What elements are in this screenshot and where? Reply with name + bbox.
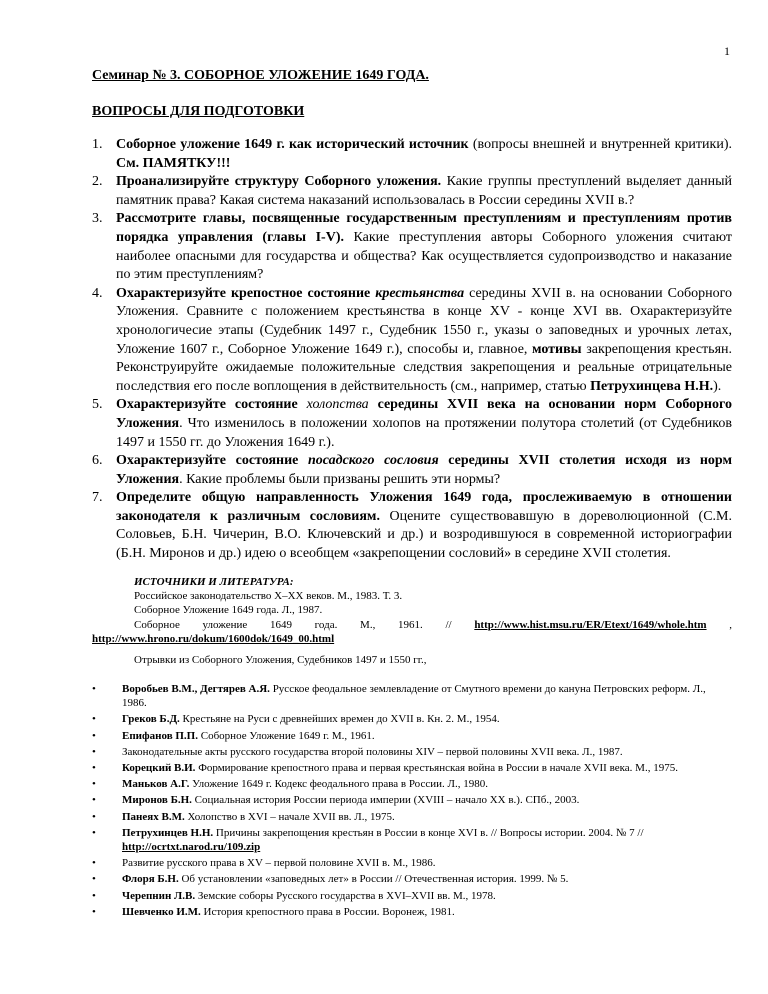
source-entry bbox=[92, 632, 732, 646]
question-emphasis: мотивы bbox=[532, 341, 582, 357]
bullet-icon: • bbox=[92, 826, 96, 839]
literature-text: Формирование крепостного права и первая крестьянская война в России в начале XVII века. М., 1975. bbox=[195, 762, 678, 775]
question-emphasis: Рассмотрите главы, посвященные государственным преступлениям и преступлениям против порядка управления (главы I-V). bbox=[116, 211, 732, 245]
question-emphasis: середины XVII века на основании норм Соборного Уложения bbox=[116, 397, 733, 431]
bullet-icon: • bbox=[92, 778, 96, 791]
literature-item bbox=[92, 793, 732, 807]
question-emphasis: Проанализируйте структуру Соборного уложения. bbox=[116, 174, 442, 190]
literature-author: Греков Б.Д. bbox=[122, 713, 180, 726]
question-emphasis: Определите общую направленность Уложения 1649 года, прослеживаемую в отношении законодателя к различным сословиям. bbox=[116, 490, 732, 524]
bullet-icon: • bbox=[92, 713, 96, 726]
literature-text: Русское феодальное землевладение от Смутного времени до кануна Петровских реформ. Л., 1986. bbox=[122, 683, 706, 710]
literature-author: Черепнин Л.В. bbox=[122, 889, 196, 902]
bullet-icon: • bbox=[92, 683, 96, 695]
bullet-icon: • bbox=[92, 762, 96, 775]
question-text: . Какие проблемы были призваны решить эти нормы? bbox=[179, 471, 501, 487]
bullet-icon: • bbox=[92, 794, 96, 807]
questions-heading: ВОПРОСЫ ДЛЯ ПОДГОТОВКИ bbox=[92, 104, 305, 119]
source-entry: Соборное Уложение 1649 года. Л., 1987. bbox=[134, 604, 323, 617]
bullet-icon: • bbox=[92, 857, 96, 870]
literature-item bbox=[92, 856, 732, 870]
question-text: ). bbox=[713, 378, 722, 394]
literature-item bbox=[92, 889, 732, 903]
question-emphasis-italic: холопства bbox=[306, 397, 369, 413]
question-emphasis: Соборное уложение 1649 г. как исторический источник bbox=[116, 137, 469, 152]
literature-text: Соборное Уложение 1649 г. М., 1961. bbox=[198, 729, 375, 742]
literature-item bbox=[92, 761, 732, 775]
literature-link[interactable]: http://ocrtxt.narod.ru/109.zip bbox=[122, 841, 261, 854]
literature-item bbox=[92, 872, 732, 886]
question-list bbox=[92, 136, 732, 564]
bullet-icon: • bbox=[92, 905, 96, 918]
seminar-title: Семинар № 3. СОБОРНОЕ УЛОЖЕНИЕ 1649 ГОДА. bbox=[92, 68, 429, 83]
sources-heading: ИСТОЧНИКИ И ЛИТЕРАТУРА: bbox=[134, 576, 294, 588]
question-number: 2. bbox=[92, 174, 103, 190]
literature-text: Уложение 1649 г. Кодекс феодального права в России. Л., 1980. bbox=[189, 778, 488, 791]
question-emphasis: Охарактеризуйте крепостное состояние bbox=[116, 285, 376, 301]
question-number: 6. bbox=[92, 453, 103, 469]
question-text: Какие преступления авторы Соборного уложения считают наиболее опасными для государства и общества? Как осуществляется судопроизводство и наказание по этим преступлениям? bbox=[116, 229, 732, 283]
literature-author: Корецкий В.И. bbox=[122, 762, 196, 775]
question-emphasis-italic: посадского сословия bbox=[308, 453, 439, 469]
page-number: 1 bbox=[724, 44, 730, 58]
literature-author: Панеях В.М. bbox=[122, 810, 185, 823]
question-item bbox=[92, 489, 732, 563]
author-reference: Петрухинцева Н.Н. bbox=[590, 378, 714, 394]
literature-list bbox=[92, 682, 732, 921]
question-item bbox=[92, 396, 732, 452]
question-emphasis: Охарактеризуйте состояние bbox=[116, 453, 308, 469]
bullet-icon: • bbox=[92, 810, 96, 823]
literature-author: Флоря Б.Н. bbox=[122, 873, 179, 886]
literature-item bbox=[92, 905, 732, 919]
question-number: 4. bbox=[92, 285, 103, 301]
question-emphasis-italic: крестьянства bbox=[375, 285, 465, 301]
literature-text: Социальная история России периода империи (XVIII – начало XX в.). СПб., 2003. bbox=[191, 794, 580, 807]
question-emphasis: середины XVII столетия исходя из норм Уложения bbox=[116, 453, 733, 487]
source-link[interactable]: http://www.hrono.ru/dokum/1600dok/1649_00.html bbox=[92, 632, 335, 645]
literature-item bbox=[92, 777, 732, 791]
literature-item bbox=[92, 729, 732, 743]
literature-text: Холопство в XVI – начале XVII вв. Л., 1975. bbox=[184, 810, 395, 823]
memo-reference: См. ПАМЯТКУ!!! bbox=[116, 155, 231, 171]
source-link[interactable]: http://www.hist.msu.ru/ER/Etext/1649/whole.htm bbox=[474, 618, 707, 631]
bullet-icon: • bbox=[92, 729, 96, 742]
bullet-icon: • bbox=[92, 745, 96, 758]
literature-author: Маньков А.Г. bbox=[122, 778, 190, 791]
literature-text: Крестьяне на Руси с древнейших времен до XVII в. Кн. 2. М., 1954. bbox=[179, 713, 500, 726]
source-text: Соборное уложение 1649 года. М., 1961. // bbox=[134, 618, 452, 631]
literature-text: Земские соборы Русского государства в XVI–XVII вв. М., 1978. bbox=[195, 889, 496, 902]
bullet-icon: • bbox=[92, 889, 96, 902]
literature-text: Об установлении «заповедных лет» в России // Отечественная история. 1999. № 5. bbox=[178, 873, 569, 886]
literature-item bbox=[92, 712, 732, 726]
bullet-icon: • bbox=[92, 873, 96, 886]
question-number: 7. bbox=[92, 490, 103, 506]
literature-text: Причины закрепощения крестьян в России в конце XVI в. // Вопросы истории. 2004. № 7 // bbox=[213, 826, 644, 839]
literature-author: Епифанов П.П. bbox=[122, 729, 198, 742]
question-item bbox=[92, 210, 732, 284]
source-entry: Российское законодательство X–XX веков. М., 1983. Т. 3. bbox=[134, 590, 403, 603]
question-text: закрепощения крестьян. Реконструируйте ожидаемые положительные следствия закрепощения и реальные отрицательные последствия его после воплощения в действительность (см., например, статью bbox=[116, 341, 732, 394]
literature-item bbox=[92, 745, 732, 759]
literature-item bbox=[92, 810, 732, 824]
literature-text: История крепостного права в России. Воронеж, 1981. bbox=[200, 905, 455, 918]
source-entry bbox=[134, 618, 732, 632]
question-text: Оцените существовавшую в дореволюционной (С.М. Соловьев, Б.Н. Чичерин, В.О. Ключевский и др.) и возродившуюся в современной историографии (Б.Н. Миронов и др.) идею о всеобщем «закрепощении сословий» в середине XVII столетия. bbox=[116, 508, 732, 562]
literature-item bbox=[92, 826, 732, 854]
literature-author: Петрухинцев Н.Н. bbox=[122, 826, 214, 839]
source-punct: , bbox=[729, 618, 733, 631]
literature-text: Законодательные акты русского государства второй половины XIV – первой половины XVII века. Л., 1987. bbox=[122, 745, 623, 758]
question-number: 5. bbox=[92, 397, 103, 413]
question-text: . Что изменилось в положении холопов на протяжении полутора столетий (от Судебников 1497 и 1550 гг. до Уложения 1649 г.). bbox=[116, 415, 732, 450]
literature-text: Развитие русского права в XV – первой половине XVII в. М., 1986. bbox=[122, 857, 436, 870]
question-number: 1. bbox=[92, 137, 103, 152]
question-item bbox=[92, 452, 732, 489]
literature-item bbox=[92, 682, 732, 710]
sources-block bbox=[92, 575, 732, 646]
question-number: 3. bbox=[92, 211, 103, 227]
question-text: (вопросы внешней и внутренней критики). bbox=[468, 137, 732, 152]
question-item bbox=[92, 285, 732, 397]
question-emphasis: Охарактеризуйте состояние bbox=[116, 397, 307, 413]
literature-author: Воробьев В.М., Дегтярев А.Я. bbox=[122, 683, 270, 695]
literature-author: Шевченко И.М. bbox=[122, 905, 201, 918]
question-text: Какие группы преступлений выделяет данный памятник права? Какая система наказаний использовалась в России середины XVII в.? bbox=[116, 174, 732, 208]
question-item bbox=[92, 173, 732, 210]
literature-author: Миронов Б.Н. bbox=[122, 794, 192, 807]
excerpts-note: Отрывки из Соборного Уложения, Судебников 1497 и 1550 гг., bbox=[134, 654, 427, 666]
question-text: середины XVII в. на основании Соборного Уложения. Сравните с положением крестьянства в конце XV - конце XVI вв. Охарактеризуйте хронологичесие этапы (Судебник 1497 г., Судебник 1550 г., указы о заповедных и урочных летах, Уложение 1607 г., Соборное Уложение 1649 г.), способы и, главное, bbox=[116, 285, 732, 357]
question-item bbox=[92, 136, 732, 173]
